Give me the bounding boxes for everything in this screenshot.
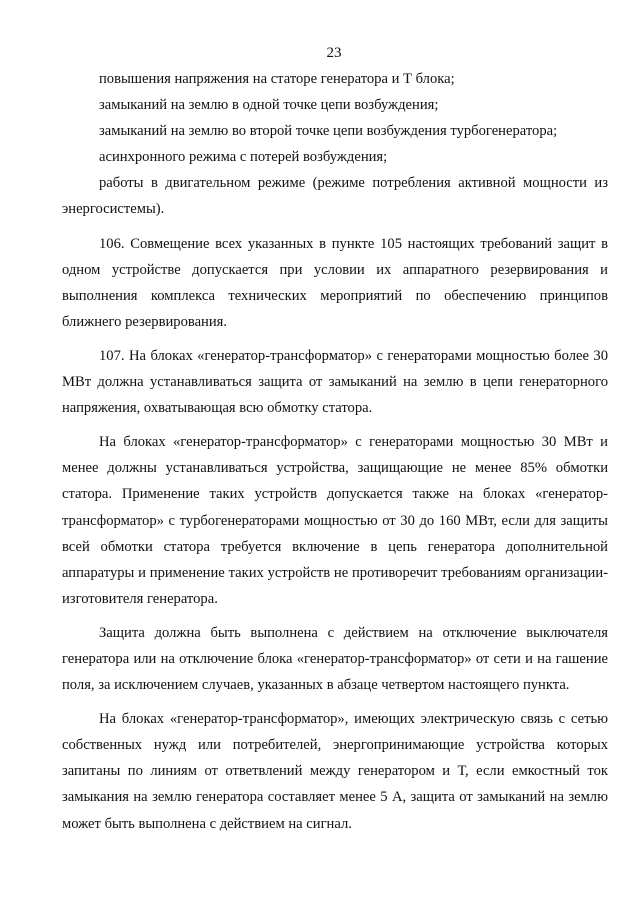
- document-body: [62, 66, 608, 837]
- paragraph-overvoltage: повышения напряжения на статоре генератора и Т блока;: [99, 71, 455, 87]
- page-number: 23: [326, 45, 342, 61]
- paragraph-trip-action: Защита должна быть выполнена с действием на отключение выключателя генератора или на отключение блока «генератор-трансформатор» от сети и на гашение поля, за исключением случаев, указанных в абзаце четвертом настоящего пункта.: [62, 624, 608, 694]
- paragraph-clause-106: 106. Совмещение всех указанных в пункте 105 настоящих требований защит в одном устройстве допускается при условии их аппаратного резервирования и выполнения комплекса технических мероприятий по обеспечению принципов ближнего резервирования.: [62, 235, 608, 330]
- paragraph-ground-fault-single-point: замыканий на землю в одной точке цепи возбуждения;: [99, 97, 439, 114]
- paragraph-85-percent-protection: На блоках «генератор-трансформатор» с генераторами мощностью 30 МВт и менее должны устанавливаться устройства, защищающие не менее 85% обмотки статора. Применение таких устройств допускается также на блоках «генератор-трансформатор» с турбогенераторами мощностью от 30 до 160 МВт, если для защиты всей обмотки статора требуется включение в цепь генератора дополнительной аппаратуры и применение таких устройств не противоречит требованиям организации-изготовителя генератора.: [62, 434, 608, 607]
- paragraph-asynchronous-mode: асинхронного режима с потерей возбуждения;: [99, 149, 388, 166]
- paragraph-clause-107: 107. На блоках «генератор-трансформатор» с генераторами мощностью более 30 МВт должна устанавливаться защита от замыканий на землю в цепи генераторного напряжения, охватывающая всю обмотку статора.: [62, 347, 608, 417]
- paragraph-signal-action: На блоках «генератор-трансформатор», имеющих электрическую связь с сетью собственных нужд или потребителей, энергопринимающие устройства которых запитаны по линиям от ответвлений между генератором и Т, если емкостный ток замыкания на землю генератора составляет менее 5 А, защита от замыканий на землю может быть выполнена с действием на сигнал.: [62, 711, 608, 832]
- paragraph-motor-mode: работы в двигательном режиме (режиме потребления активной мощности из энергосистемы).: [62, 175, 608, 218]
- paragraph-ground-fault-second-point: замыканий на землю во второй точке цепи возбуждения турбогенератора;: [99, 123, 558, 140]
